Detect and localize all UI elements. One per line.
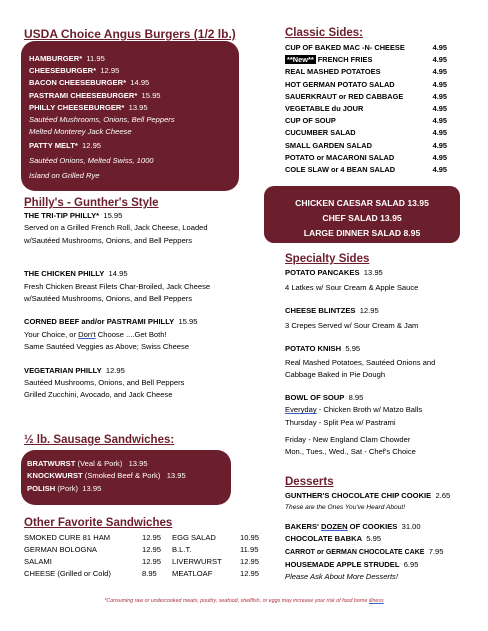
menu-item: CUCUMBER SALAD 4.95 bbox=[285, 128, 447, 138]
grid-cell: 12.95 bbox=[142, 557, 162, 566]
menu-item: VEGETARIAN PHILLY 12.95 bbox=[24, 365, 125, 375]
grid-cell: SALAMI bbox=[24, 557, 52, 566]
salads-list bbox=[264, 196, 460, 241]
phillys-heading: Philly's - Gunther's Style bbox=[24, 197, 159, 209]
grid-cell: MEATLOAF bbox=[172, 569, 213, 578]
grid-cell: EGG SALAD bbox=[172, 533, 216, 542]
menu-item: POTATO or MACARONI SALAD 4.95 bbox=[285, 152, 447, 162]
menu-item: PATTY MELT* 12.95 bbox=[29, 141, 102, 151]
item-description: Thursday - Split Pea w/ Pastrami bbox=[285, 417, 396, 427]
grid-cell: 12.95 bbox=[142, 545, 162, 554]
item-description: These are the Ones You've Heard About! bbox=[285, 504, 406, 512]
menu-item: CHEF SALAD 13.95 bbox=[322, 213, 402, 223]
menu-item: REAL MASHED POTATOES 4.95 bbox=[285, 67, 447, 77]
other-heading: Other Favorite Sandwiches bbox=[24, 517, 173, 529]
menu-item: HAMBURGER* 11.95 bbox=[29, 54, 105, 63]
menu-item: CORNED BEEF and/or PASTRAMI PHILLY 15.95 bbox=[24, 317, 198, 327]
grid-cell: 12.95 bbox=[240, 557, 260, 566]
grid-cell: 12.95 bbox=[240, 569, 260, 578]
item-description: Mon., Tues., Wed., Sat - Chef's Choice bbox=[285, 447, 416, 457]
footer-disclaimer: *Consuming raw or undercooked meats, poultry, seafood, shellfish, or eggs may increase your risk of food borne illness bbox=[104, 598, 384, 604]
item-description: Melted Monterey Jack Cheese bbox=[29, 127, 132, 137]
menu-item: SMALL GARDEN SALAD 4.95 bbox=[285, 140, 447, 150]
menu-item: CARROT or GERMAN CHOCOLATE CAKE 7.95 bbox=[285, 546, 444, 556]
item-description: Cabbage Baked in Pie Dough bbox=[285, 370, 386, 380]
grid-cell: 12.95 bbox=[142, 533, 162, 542]
grid-cell: GERMAN BOLOGNA bbox=[24, 545, 97, 554]
sausage-box bbox=[21, 450, 231, 505]
item-description: 4 Latkes w/ Sour Cream & Apple Sauce bbox=[285, 283, 419, 293]
menu-item: HOUSEMADE APPLE STRUDEL 6.95 bbox=[285, 560, 419, 570]
item-description: w/Sautéed Mushrooms, Onions, and Bell Peppers bbox=[24, 235, 192, 245]
sausage-heading: ½ lb. Sausage Sandwiches: bbox=[24, 434, 175, 446]
menu-item: PASTRAMI CHEESEBURGER* 15.95 bbox=[29, 90, 161, 100]
menu-item: CHEESE BLINTZES 12.95 bbox=[285, 305, 379, 315]
other-sandwiches-grid bbox=[24, 532, 276, 580]
menu-item: BAKERS' DOZEN OF COOKIES 31.00 bbox=[285, 521, 421, 531]
grid-cell: SMOKED CURE 81 HAM bbox=[24, 533, 111, 542]
menu-item: VEGETABLE du JOUR 4.95 bbox=[285, 104, 447, 114]
menu-item: COLE SLAW or 4 BEAN SALAD 4.95 bbox=[285, 165, 447, 175]
item-description: Your Choice, or Don't Choose ....Get Both! bbox=[24, 329, 167, 339]
menu-item: BRATWURST (Veal & Pork) 13.95 bbox=[27, 459, 148, 468]
grid-cell: 8.95 bbox=[142, 569, 157, 578]
menu-item: LARGE DINNER SALAD 8.95 bbox=[303, 228, 421, 238]
menu-item: HOT GERMAN POTATO SALAD 4.95 bbox=[285, 79, 447, 89]
grid-cell: 10.95 bbox=[240, 533, 260, 542]
menu-item: BACON CHEESEBURGER* 14.95 bbox=[29, 78, 150, 88]
desserts-list bbox=[285, 490, 450, 584]
item-description: Grilled Zucchini, Avocado, and Jack Cheese bbox=[24, 390, 173, 400]
item-description: w/Sautéed Mushrooms, Onions, and Bell Peppers bbox=[24, 294, 192, 304]
phillys-list bbox=[24, 210, 210, 402]
grid-cell: LIVERWURST bbox=[172, 557, 222, 566]
specialty-sides-heading: Specialty Sides bbox=[285, 253, 370, 265]
salads-box bbox=[264, 186, 460, 243]
menu-item: PHILLY CHEESEBURGER* 13.95 bbox=[29, 102, 148, 112]
item-description: Served on a Grilled French Roll, Jack Cheese, Loaded bbox=[24, 223, 208, 233]
menu-item: SAUERKRAUT or RED CABBAGE 4.95 bbox=[285, 91, 447, 101]
item-description: Everyday - Chicken Broth w/ Matzo Balls bbox=[285, 405, 423, 415]
dessert-note: Please Ask About More Desserts! bbox=[285, 572, 398, 582]
grid-cell: CHEESE (Grilled or Cold) bbox=[24, 569, 111, 578]
item-description: Sautéed Onions, Melted Swiss, 1000 bbox=[29, 155, 154, 165]
menu-item: CHICKEN CAESAR SALAD 13.95 bbox=[295, 198, 429, 208]
menu-item: THE TRI-TIP PHILLY* 15.95 bbox=[24, 211, 123, 220]
burgers-box bbox=[21, 41, 239, 191]
item-description: Sautéed Mushrooms, Onions, Bell Peppers bbox=[29, 115, 175, 125]
item-description: Same Sautéed Veggies as Above; Swiss Cheese bbox=[24, 342, 190, 352]
grid-cell: B.L.T. bbox=[172, 545, 192, 554]
item-description: Real Mashed Potatoes, Sautéed Onions and bbox=[285, 358, 436, 368]
menu-item: GUNTHER'S CHOCOLATE CHIP COOKIE 2.65 bbox=[285, 491, 451, 500]
classic-sides-heading: Classic Sides: bbox=[285, 27, 363, 39]
grid-cell: 11.95 bbox=[240, 545, 259, 554]
sausage-list bbox=[27, 458, 186, 495]
menu-item: **New** FRENCH FRIES 4.95 bbox=[287, 55, 447, 65]
menu-item: POTATO PANCAKES 13.95 bbox=[285, 268, 383, 277]
menu-item: POTATO KNISH 5.95 bbox=[285, 343, 361, 353]
item-description: Fresh Chicken Breast Filets Char-Broiled, Jack Cheese bbox=[24, 281, 211, 291]
specialty-sides-list bbox=[285, 267, 435, 459]
item-description: Sautéed Mushrooms, Onions, and Bell Peppers bbox=[24, 378, 185, 388]
burgers-heading: USDA Choice Angus Burgers (1/2 lb.) bbox=[24, 27, 236, 41]
item-description: Island on Grilled Rye bbox=[29, 170, 100, 180]
menu-item: CUP OF SOUP 4.95 bbox=[285, 116, 447, 126]
menu-item: POLISH (Pork) 13.95 bbox=[27, 483, 102, 493]
menu-item: THE CHICKEN PHILLY 14.95 bbox=[24, 269, 128, 279]
item-description: 3 Crepes Served w/ Sour Cream & Jam bbox=[285, 321, 419, 331]
desserts-heading: Desserts bbox=[285, 476, 334, 488]
menu-item: CUP OF BAKED MAC -N- CHEESE 4.95 bbox=[285, 43, 447, 52]
menu-item: CHEESEBURGER* 12.95 bbox=[29, 66, 120, 76]
burgers-list bbox=[29, 53, 175, 182]
menu-item: BOWL OF SOUP 8.95 bbox=[285, 392, 364, 402]
menu-item: CHOCOLATE BABKA 5.95 bbox=[285, 534, 382, 544]
menu-item: KNOCKWURST (Smoked Beef & Pork) 13.95 bbox=[27, 471, 186, 481]
classic-sides-list bbox=[285, 42, 447, 176]
item-description: Friday - New England Clam Chowder bbox=[285, 435, 411, 445]
new-badge: **New** bbox=[287, 55, 314, 65]
